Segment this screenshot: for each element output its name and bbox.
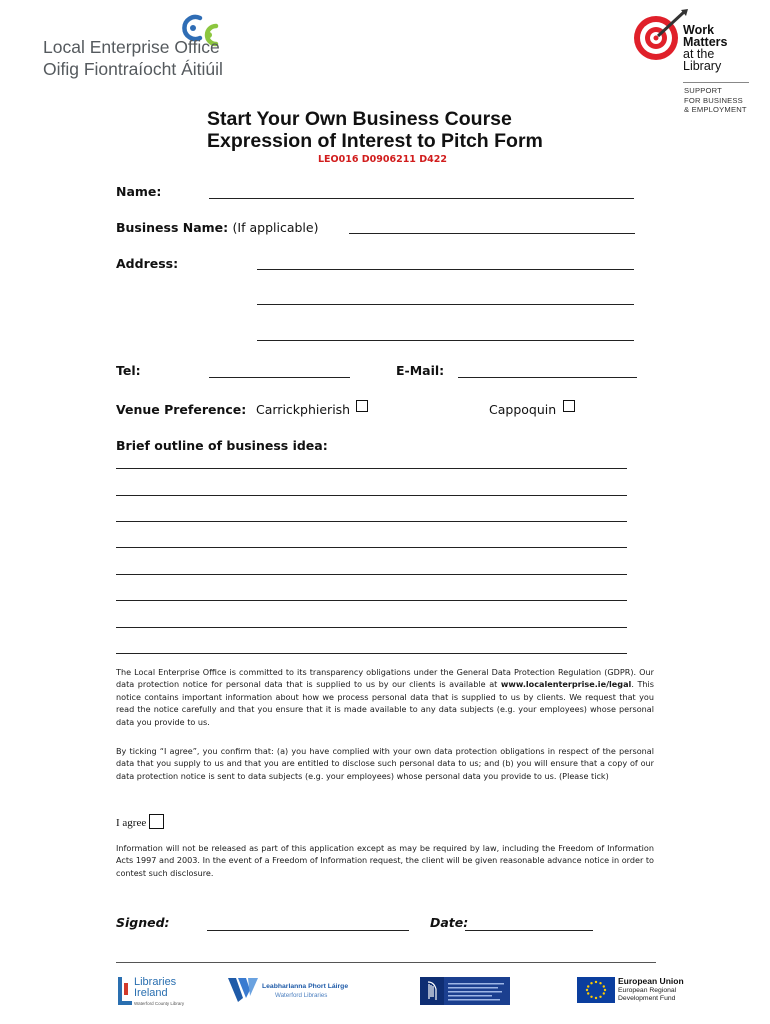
form-title-line1: Start Your Own Business Course <box>207 108 512 130</box>
signed-label: Signed: <box>116 915 170 930</box>
business-name-field[interactable] <box>349 233 635 234</box>
wm-divider <box>683 82 749 83</box>
libraries-ireland-logo-icon <box>116 975 136 1005</box>
foi-paragraph: Information will not be released as part of this application except as may be required by law, including the Freedom of Information Acts 1997 and 2003. In the event of a Freedom of Information request, the client will be given reasonable advance notice in order to contest such disclosure. <box>116 843 654 878</box>
i-agree-label: I agree <box>116 817 147 829</box>
name-field[interactable] <box>209 198 634 199</box>
work-matters-title <box>683 24 727 48</box>
signature-field[interactable] <box>207 930 409 931</box>
leo-name-irish: Oifig Fiontraíocht Áitiúil <box>43 59 223 79</box>
leo-name-english: Local Enterprise Office <box>43 37 220 57</box>
footer-divider <box>116 962 656 963</box>
address-field-line1[interactable] <box>257 269 634 270</box>
gdpr-paragraph-1 <box>116 666 654 728</box>
i-agree-checkbox[interactable] <box>149 814 164 829</box>
business-idea-line[interactable] <box>116 574 627 575</box>
wm-line-library: Library <box>683 59 722 73</box>
wm-line-matters: Matters <box>683 35 728 49</box>
date-field[interactable] <box>465 930 593 931</box>
leabharlanna-text: Leabharlanna Phort Láirge <box>262 983 349 990</box>
wm-support-text <box>684 86 747 115</box>
form-title-line2: Expression of Interest to Pitch Form <box>207 130 543 152</box>
eu-fund-line2: Development Fund <box>618 995 676 1002</box>
address-label: Address: <box>116 256 179 271</box>
eu-flag-icon <box>577 977 615 1003</box>
gdpr-legal-link[interactable]: www.localenterprise.ie/legal <box>500 679 632 690</box>
address-field-line2[interactable] <box>257 304 634 305</box>
work-matters-subtitle <box>683 48 721 72</box>
eu-fund-line1: European Regional <box>618 987 677 994</box>
venue-cappoquin-checkbox[interactable] <box>563 400 575 412</box>
business-idea-line[interactable] <box>116 468 627 469</box>
wm-support-line2: FOR BUSINESS <box>684 95 743 105</box>
wm-support-line3: & EMPLOYMENT <box>684 105 747 114</box>
reference-code: LEO016 D0906211 D422 <box>318 154 447 165</box>
venue-carrickphierish-checkbox[interactable] <box>356 400 368 412</box>
venue-carrickphierish-label: Carrickphierish <box>256 402 351 417</box>
venue-preference-label: Venue Preference: <box>116 402 247 417</box>
waterford-libraries-text: Waterford Libraries <box>275 992 328 999</box>
business-idea-line[interactable] <box>116 600 627 601</box>
name-label: Name: <box>116 184 162 199</box>
business-idea-line[interactable] <box>116 547 627 548</box>
business-idea-label: Brief outline of business idea: <box>116 438 328 453</box>
business-name-note: (If applicable) <box>232 220 319 235</box>
gdpr-paragraph-2: By ticking “I agree”, you confirm that: (a) you have complied with your own data protection obligations in respect of the personal data that you supply to us and that you are entitled to disclose such personal data to us; and (b) you will ensure that a copy of our data protection notice is sent to data subjects (e.g. your employees) whose personal data you provide to us. (Please tick) <box>116 746 654 781</box>
business-idea-line[interactable] <box>116 495 627 496</box>
eu-fund-text <box>618 987 676 1003</box>
business-idea-line[interactable] <box>116 627 627 628</box>
gdpr-p1-text: The Local Enterprise Office is committed to its transparency obligations under the General Data Protection Regulation (GDPR). Our data protection notice for personal data that is supplied to us by our clients is available at <box>116 667 654 690</box>
libraries-line2: Ireland <box>134 987 168 999</box>
business-idea-line[interactable] <box>116 521 627 522</box>
date-label: Date: <box>430 915 469 930</box>
business-name-label <box>116 220 318 235</box>
libraries-ireland-text <box>134 977 176 999</box>
business-name-label-text: Business Name: <box>116 220 229 235</box>
waterford-libraries-logo-icon <box>228 976 258 1004</box>
libraries-line1: Libraries <box>134 976 177 988</box>
target-pencil-icon <box>632 8 690 64</box>
tel-field[interactable] <box>209 377 350 378</box>
wm-line-at-the: at the <box>683 47 715 61</box>
wm-support-line1: SUPPORT <box>684 86 722 95</box>
address-field-line3[interactable] <box>257 340 634 341</box>
business-idea-line[interactable] <box>116 653 627 654</box>
email-label: E-Mail: <box>396 363 445 378</box>
wm-line-work: Work <box>683 23 715 37</box>
government-harp-badge-icon <box>420 977 510 1005</box>
email-field[interactable] <box>458 377 637 378</box>
gdpr-p1-rest: . This notice contains important information about how we process personal data that is supplied to us by clients. We request that you read the notice carefully and that you ensure that it is made available to any data subjects (e.g. your employees) whose personal data you provide to us. <box>116 679 655 727</box>
eu-title: European Union <box>618 976 684 986</box>
venue-cappoquin-label: Cappoquin <box>489 402 557 417</box>
tel-label: Tel: <box>116 363 141 378</box>
libraries-county-text: Waterford County Library <box>134 1001 185 1006</box>
